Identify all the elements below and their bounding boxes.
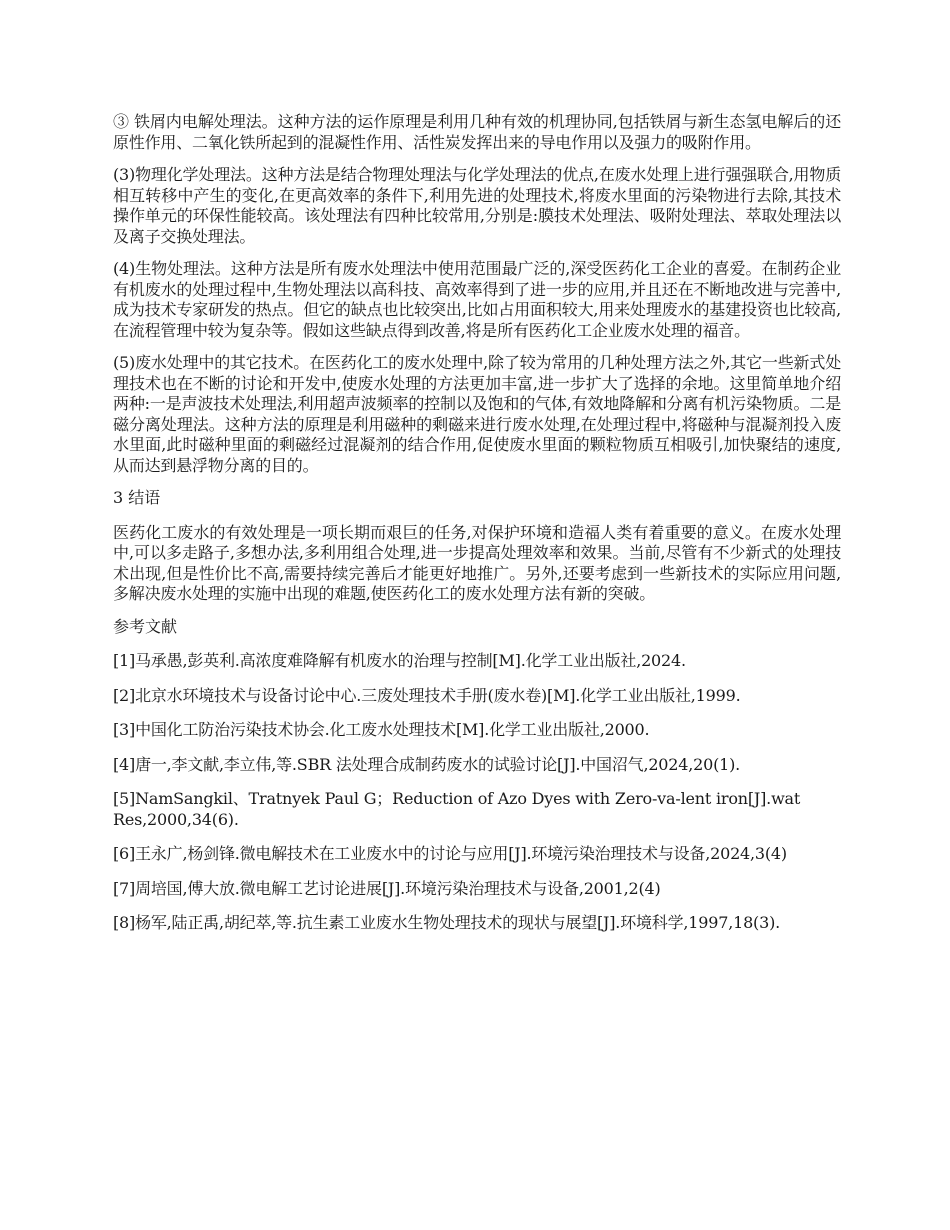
reference-item: [8]杨军,陆正禹,胡纪萃,等.抗生素工业废水生物处理技术的现状与展望[J].环境科学,1997,18(3). [113, 913, 780, 932]
paragraph-iron-electrolysis: ③ 铁屑内电解处理法。这种方法的运作原理是利用几种有效的机理协同,包括铁屑与新生态氢电解后的还原性作用、二氧化铁所起到的混凝性作用、活性炭发挥出来的导电作用以及强力的吸附作用。 [113, 112, 841, 152]
paragraph-other-techniques: (5)废水处理中的其它技术。在医药化工的废水处理中,除了较为常用的几种处理方法之外,其它一些新式处理技术也在不断的讨论和开发中,使废水处理的方法更加丰富,进一步扩大了选择的余地。这里简单地介绍两种:一是声波技术处理法,利用超声波频率的控制以及饱和的气体,有效地降解和分离有机污染物质。二是磁分离处理法。这种方法的原理是利用磁种的剩磁来进行废水处理,在处理过程中,将磁种与混凝剂投入废水里面,此时磁种里面的剩磁经过混凝剂的结合作用,促使废水里面的颗粒物质互相吸引,加快聚结的速度,从而达到悬浮物分离的目的。 [113, 353, 841, 475]
reference-item: [7]周培国,傅大放.微电解工艺讨论进展[J].环境污染治理技术与设备,2001,2(4) [113, 878, 661, 898]
paragraph-biological: (4)生物处理法。这种方法是所有废水处理法中使用范围最广泛的,深受医药化工企业的喜爱。在制药企业有机废水的处理过程中,生物处理法以高科技、高效率得到了进一步的应用,并且还在不断地改进与完善中,成为技术专家研发的热点。但它的缺点也比较突出,比如占用面积较大,用来处理废水的基建投资也比较高,在流程管理中较为复杂等。假如这些缺点得到改善,将是所有医药化工企业废水处理的福音。 [113, 259, 841, 340]
paragraph-physicochemical: (3)物理化学处理法。这种方法是结合物理处理法与化学处理法的优点,在废水处理上进行强强联合,用物质相互转移中产生的变化,在更高效率的条件下,利用先进的处理技术,将废水里面的污染物进行去除,其技术操作单元的环保性能较高。该处理法有四种比较常用,分别是:膜技术处理法、吸附处理法、萃取处理法以及离子交换处理法。 [113, 165, 841, 246]
conclusion-paragraph: 医药化工废水的有效处理是一项长期而艰巨的任务,对保护环境和造福人类有着重要的意义。在废水处理中,可以多走路子,多想办法,多利用组合处理,进一步提高处理效率和效果。当前,尽管有不少新式的处理技术出现,但是性价比不高,需要持续完善后才能更好地推广。另外,还要考虑到一些新技术的实际应用问题,多解决废水处理的实施中出现的难题,使医药化工的废水处理方法有新的突破。 [113, 522, 841, 603]
references-heading: 参考文献 [113, 616, 178, 636]
reference-item: [3]中国化工防治污染技术协会.化工废水处理技术[M].化学工业出版社,2000. [113, 720, 650, 739]
reference-item: [1]马承愚,彭英利.高浓度难降解有机废水的治理与控制[M].化学工业出版社,2024. [113, 651, 686, 670]
document-page [113, 112, 841, 948]
reference-item: [6]王永广,杨剑锋.微电解技术在工业废水中的讨论与应用[J].环境污染治理技术与设备,2024,3(4) [113, 844, 787, 863]
reference-list [113, 651, 841, 934]
reference-item: [5]NamSangkil、Tratnyek Paul G；Reduction of Azo Dyes with Zero-va-lent iron[J].wat Res,2000,34(6). [113, 789, 801, 829]
reference-item: [4]唐一,李文献,李立伟,等.SBR 法处理合成制药废水的试验讨论[J].中国沼气,2024,20(1). [113, 754, 741, 774]
reference-item: [2]北京水环境技术与设备讨论中心.三废处理技术手册(废水卷)[M].化学工业出版社,1999. [113, 685, 741, 705]
conclusion-heading: 3 结语 [113, 488, 161, 507]
